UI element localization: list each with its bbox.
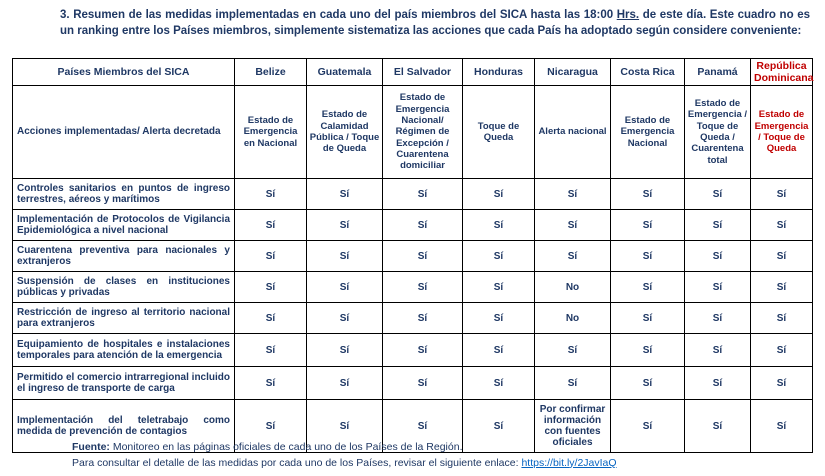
- row-value: Sí: [685, 272, 751, 303]
- row-measure: Permitido el comercio intrarregional incluido el ingreso de transporte de carga: [13, 367, 235, 400]
- state-nicaragua: Alerta nacional: [535, 86, 611, 179]
- table-row: [13, 272, 813, 303]
- state-republica-dominicana: Estado de Emergencia / Toque de Queda: [751, 86, 813, 179]
- row-value: Sí: [383, 367, 463, 400]
- row-value: Sí: [611, 241, 685, 272]
- row-value: No: [535, 303, 611, 334]
- row-value: Sí: [307, 241, 383, 272]
- footer-line2-text: Para consultar el detalle de las medidas por cada uno de los Países, revisar el siguiente enlace:: [72, 456, 522, 469]
- footer-link[interactable]: https://bit.ly/2JavIaQ: [521, 456, 617, 469]
- row-measure: Controles sanitarios en puntos de ingreso terrestres, aéreos y marítimos: [13, 179, 235, 210]
- row-value: Sí: [463, 334, 535, 367]
- table-header-row: [13, 59, 813, 86]
- row-value: Sí: [235, 400, 307, 453]
- row-value: Sí: [751, 400, 813, 453]
- row-value: Sí: [685, 210, 751, 241]
- row-measure: Suspensión de clases en instituciones públicas y privadas: [13, 272, 235, 303]
- row-value: Sí: [307, 303, 383, 334]
- row-value: Sí: [307, 272, 383, 303]
- row-value: Sí: [463, 179, 535, 210]
- header-country-el-salvador: El Salvador: [383, 59, 463, 86]
- row-value: Sí: [307, 400, 383, 453]
- row-value: Sí: [383, 210, 463, 241]
- footer-source-text: Monitoreo en las páginas oficiales de cada uno de los Países de la Región.: [109, 441, 463, 453]
- row-measure: Restricción de ingreso al territorio nacional para extranjeros: [13, 303, 235, 334]
- row-value: No: [535, 272, 611, 303]
- state-panama: Estado de Emergencia / Toque de Queda / Cuarentena total: [685, 86, 751, 179]
- row-value: Sí: [235, 334, 307, 367]
- row-value: Sí: [463, 272, 535, 303]
- row-value: Sí: [685, 179, 751, 210]
- state-el-salvador: Estado de Emergencia Nacional/ Régimen de Excepción / Cuarentena domiciliar: [383, 86, 463, 179]
- row-value: Sí: [685, 334, 751, 367]
- row-value: Por confirmar información con fuentes oficiales: [535, 400, 611, 453]
- header-country-honduras: Honduras: [463, 59, 535, 86]
- intro-text-part1: Resumen de las medidas implementadas en cada uno del país miembros del SICA hasta las 18:00: [73, 9, 617, 21]
- row-value: Sí: [535, 241, 611, 272]
- header-country-republica-dominicana: República Dominicana: [751, 59, 813, 86]
- header-country-guatemala: Guatemala: [307, 59, 383, 86]
- row-value: Sí: [685, 367, 751, 400]
- row-value: Sí: [751, 210, 813, 241]
- measures-table: [12, 58, 813, 453]
- actions-header-label: Acciones implementadas/ Alerta decretada: [13, 86, 235, 179]
- row-value: Sí: [535, 367, 611, 400]
- header-country-belize: Belize: [235, 59, 307, 86]
- row-value: Sí: [611, 303, 685, 334]
- row-value: Sí: [535, 210, 611, 241]
- row-value: Sí: [235, 179, 307, 210]
- row-value: Sí: [307, 367, 383, 400]
- row-value: Sí: [611, 367, 685, 400]
- row-value: Sí: [535, 334, 611, 367]
- state-costa-rica: Estado de Emergencia Nacional: [611, 86, 685, 179]
- measures-table-wrapper: [12, 58, 812, 453]
- row-value: Sí: [685, 241, 751, 272]
- row-value: Sí: [611, 334, 685, 367]
- row-measure: Equipamiento de hospitales e instalaciones temporales para atención de la emergencia: [13, 334, 235, 367]
- row-value: Sí: [463, 367, 535, 400]
- intro-text-part2: de este día. Este cuadro no es un ranking entre los Países miembros, simplemente sistematiza las acciones que cada País ha adoptado según considere conveniente:: [60, 9, 810, 37]
- row-value: Sí: [383, 303, 463, 334]
- header-country-costa-rica: Costa Rica: [611, 59, 685, 86]
- row-value: Sí: [383, 179, 463, 210]
- table-states-row: [13, 86, 813, 179]
- intro-number: 3.: [60, 9, 70, 21]
- row-value: Sí: [751, 367, 813, 400]
- footer-source-label: Fuente:: [72, 441, 110, 453]
- table-row: [13, 241, 813, 272]
- intro-paragraph: [60, 8, 810, 40]
- table-row: [13, 303, 813, 334]
- row-value: Sí: [751, 303, 813, 334]
- row-value: Sí: [383, 400, 463, 453]
- header-countries-label: Países Miembros del SICA: [13, 59, 235, 86]
- row-value: Sí: [611, 179, 685, 210]
- row-value: Sí: [535, 179, 611, 210]
- row-value: Sí: [307, 179, 383, 210]
- table-row: [13, 210, 813, 241]
- row-value: Sí: [307, 210, 383, 241]
- row-value: Sí: [611, 210, 685, 241]
- table-row: [13, 334, 813, 367]
- state-guatemala: Estado de Calamidad Pública / Toque de Queda: [307, 86, 383, 179]
- row-value: Sí: [463, 400, 535, 453]
- state-honduras: Toque de Queda: [463, 86, 535, 179]
- row-value: Sí: [751, 272, 813, 303]
- intro-hrs: Hrs.: [616, 9, 640, 21]
- row-measure: Implementación de Protocolos de Vigilancia Epidemiológica a nivel nacional: [13, 210, 235, 241]
- header-country-panama: Panamá: [685, 59, 751, 86]
- row-value: Sí: [383, 272, 463, 303]
- row-value: Sí: [463, 241, 535, 272]
- row-value: Sí: [383, 334, 463, 367]
- row-value: Sí: [685, 400, 751, 453]
- row-value: Sí: [235, 303, 307, 334]
- row-value: Sí: [235, 210, 307, 241]
- row-value: Sí: [611, 400, 685, 453]
- table-row: [13, 367, 813, 400]
- header-country-nicaragua: Nicaragua: [535, 59, 611, 86]
- footer-note: [72, 440, 812, 472]
- row-value: Sí: [235, 241, 307, 272]
- row-value: Sí: [235, 272, 307, 303]
- row-measure: Cuarentena preventiva para nacionales y extranjeros: [13, 241, 235, 272]
- row-value: Sí: [751, 334, 813, 367]
- row-value: Sí: [463, 303, 535, 334]
- row-value: Sí: [463, 210, 535, 241]
- row-value: Sí: [611, 272, 685, 303]
- state-belize: Estado de Emergencia en Nacional: [235, 86, 307, 179]
- row-value: Sí: [751, 241, 813, 272]
- row-value: Sí: [235, 367, 307, 400]
- row-measure: Implementación del teletrabajo como medida de prevención de contagios: [13, 400, 235, 453]
- row-value: Sí: [751, 179, 813, 210]
- row-value: Sí: [307, 334, 383, 367]
- row-value: Sí: [383, 241, 463, 272]
- row-value: Sí: [685, 303, 751, 334]
- table-row: [13, 179, 813, 210]
